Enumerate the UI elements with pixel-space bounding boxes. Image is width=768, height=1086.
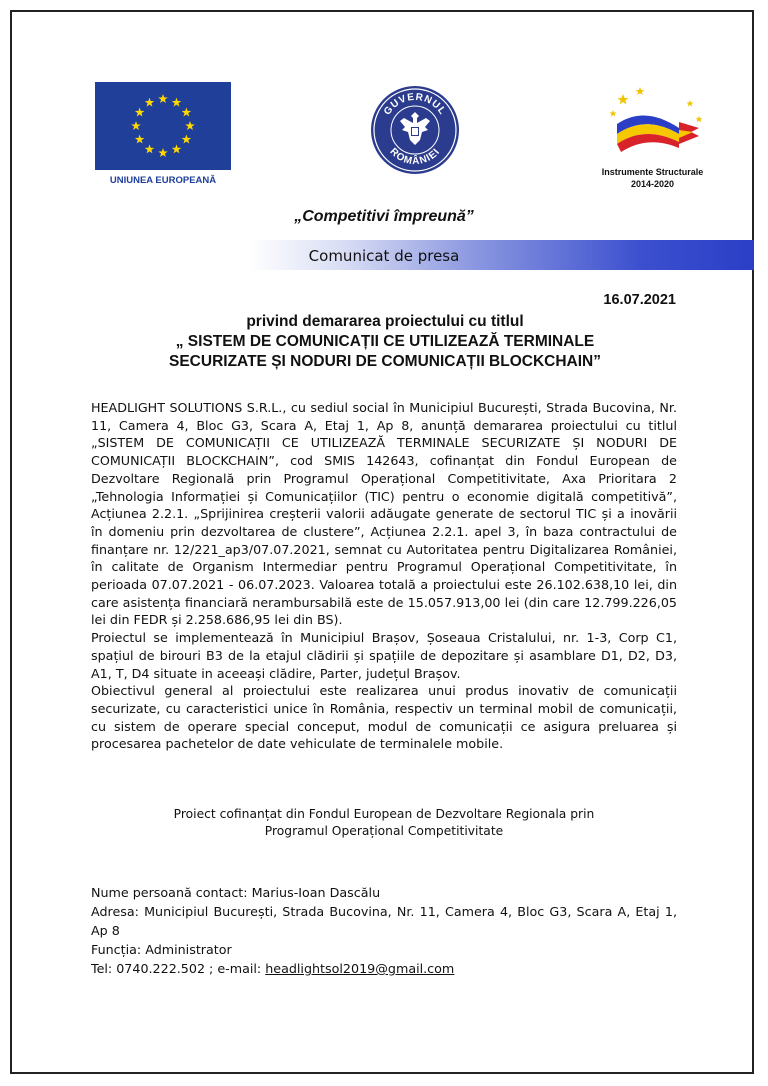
is-caption-line2: 2014-2020: [630, 179, 675, 189]
eu-star-icon: [135, 135, 145, 144]
eu-star-icon: [172, 144, 182, 153]
body-paragraph-3: Obiectivul general al proiectului este realizarea unui produs inovativ de comunicații securizate, cu caracteristici unice în România, respectiv un terminal mobil de comunicații, cu sistem de operare special conceput, modul de comunicații ce asigura preluarea și procesarea pachetelor de date vehiculate de terminalele mobile.: [91, 683, 677, 752]
gov-text-top: GUVERNUL: [382, 91, 449, 118]
gov-text-bottom: ROMÂNIEI: [387, 146, 443, 168]
eu-caption: UNIUNEA EUROPEANĂ: [109, 175, 217, 186]
contact-tel: Tel: 0740.222.502 ; e-mail:: [91, 961, 266, 976]
eu-star-icon: [158, 148, 168, 157]
eu-star-icon: [185, 121, 195, 130]
contact-block: [91, 883, 677, 978]
eu-star-icon: [145, 144, 155, 153]
eu-star-icon: [158, 94, 168, 103]
eu-star-icon: [135, 108, 145, 117]
romanian-government-logo: [370, 85, 460, 175]
eu-star-icon: [131, 121, 141, 130]
body-paragraph-1: HEADLIGHT SOLUTIONS S.R.L., cu sediul social în Municipiul București, Strada Bucovina, Nr. 11, Camera 4, Bloc G3, Scara A, Etaj 1, Ap 8, anunță demararea proiectului cu titlul „SISTEM DE COMUNICAȚII CE UTILIZEAZĂ TERMINALE SECURIZATE ȘI NODURI DE COMUNICAȚII BLOCKCHAIN”, cod SMIS 142643, cofinanțat din Fondul European de Dezvoltare Regională prin Programul Operațional Competitivitate, Axa Prioritara 2 „Tehnologia Informației și Comunicațiilor (TIC) pentru o economie digitală competitivă”, Acțiunea 2.2.1. „Sprijinirea creșterii valorii adăugate generate de sectorul TIC și a inovării în domeniu prin dezvoltarea de clustere”, Acțiunea 2.2.1. apel 3, în baza contractului de finanțare nr. 12/221_ap3/07.07.2021, semnat cu Autoritatea pentru Digitalizarea României, în calitate de Organism Intermediar pentru Programul Operațional Competitivitate, în perioada 07.07.2021 - 06.07.2023. Valoarea totală a proiectului este 26.102.638,10 lei, din care asistența financiară nerambursabilă este de 15.057.913,00 lei (din care 12.799.226,05 lei din FEDR și 2.258.686,95 lei din BS).: [91, 400, 677, 628]
cofinancing-note: [91, 806, 677, 840]
cofinancing-note-line2: Programul Operațional Competitivitate: [264, 824, 504, 838]
release-date: 16.07.2021: [603, 292, 676, 308]
eu-flag-image: [95, 82, 231, 170]
press-release-label: Comunicat de presa: [308, 247, 460, 265]
contact-name: Nume persoană contact: Marius-Ioan Dascălu: [91, 885, 381, 900]
eu-star-icon: [182, 108, 192, 117]
contact-tel-email: [91, 959, 677, 978]
eu-star-icon: [182, 135, 192, 144]
structural-instruments-flag-icon: [595, 82, 710, 162]
eu-stars-icon: [95, 82, 231, 170]
body-paragraph-2: Proiectul se implementează în Municipiul Brașov, Șoseaua Cristalului, nr. 1-3, Corp C1, spațiul de birouri B3 de la etajul clădirii și spațiile de depozitare și asamblare D1, D2, D3, A1, T, D4 situate in aceeași clădire, Parter, județul Brașov.: [91, 630, 677, 681]
eu-star-icon: [172, 98, 182, 107]
heading-line1: privind demararea proiectului cu titlul: [246, 313, 524, 330]
contact-address: Adresa: Municipiul București, Strada Bucovina, Nr. 11, Camera 4, Bloc G3, Scara A, Etaj 1, Ap 8: [91, 904, 677, 938]
heading-line3: SECURIZATE ȘI NODURI DE COMUNICAȚII BLOCKCHAIN”: [169, 353, 601, 370]
contact-email-link[interactable]: headlightsol2019@gmail.com: [265, 961, 455, 976]
eu-logo: [95, 82, 231, 186]
instrumente-structurale-logo: [595, 82, 710, 190]
is-caption-line1: Instrumente Structurale: [601, 167, 704, 177]
document-heading: [90, 312, 680, 372]
body-text: [91, 399, 677, 753]
heading-line2: „ SISTEM DE COMUNICAȚII CE UTILIZEAZĂ TERMINALE: [175, 333, 595, 350]
contact-function: Funcția: Administrator: [91, 942, 232, 957]
eu-star-icon: [145, 98, 155, 107]
slogan: „Competitivi împreună”: [294, 208, 474, 225]
cofinancing-note-line1: Proiect cofinanțat din Fondul European de Dezvoltare Regionala prin: [173, 807, 595, 821]
